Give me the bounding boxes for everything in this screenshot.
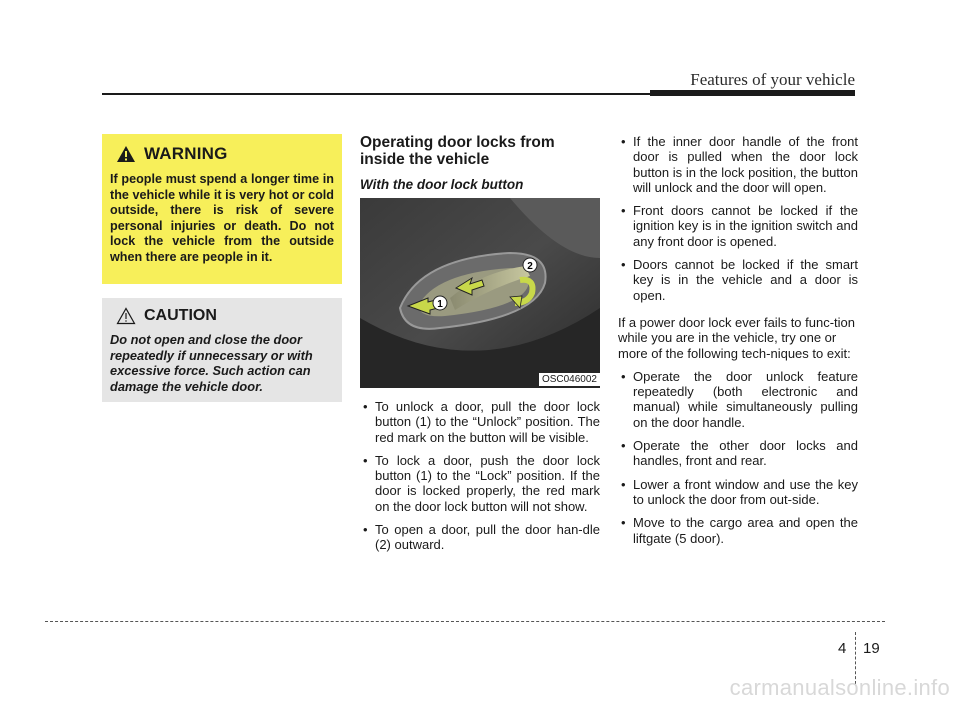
list-item: • Front doors cannot be locked if the ignition key is in the ignition switch and any front door is opened. bbox=[618, 203, 858, 249]
right-column bbox=[618, 134, 858, 554]
door-lock-photo bbox=[360, 198, 600, 388]
marker-1-label: 1 bbox=[437, 299, 443, 310]
caution-box bbox=[102, 298, 342, 402]
watermark: carmanualsonline.info bbox=[729, 675, 950, 700]
header-title: Features of your vehicle bbox=[690, 70, 855, 89]
list-item: • Doors cannot be locked if the smart key is in the vehicle and a door is open. bbox=[618, 257, 858, 303]
caution-text: Do not open and close the door repeatedly if unnecessary or with excessive force. Such action can damage the vehicle door. bbox=[110, 332, 313, 394]
list-item: • To unlock a door, pull the door lock button (1) to the “Unlock” position. The red mark on the button will be visible. bbox=[360, 399, 600, 445]
marker-2-label: 2 bbox=[527, 261, 533, 272]
warning-title: WARNING bbox=[144, 144, 228, 163]
caution-title: CAUTION bbox=[144, 307, 217, 324]
section-title: Operating door locks from inside the vehicle bbox=[360, 134, 555, 168]
header-rule-accent bbox=[650, 90, 855, 96]
list-item: • Operate the door unlock feature repeatedly (both electronic and manual) while simultaneously pulling on the door handle. bbox=[618, 369, 858, 430]
warning-text: If people must spend a longer time in the vehicle while it is very hot or cold outside, there is risk of severe personal injuries or death. Do not lock the vehicle from the outside when there are people in it. bbox=[110, 172, 334, 264]
photo-id-label: OSC046002 bbox=[539, 373, 600, 386]
list-item: • If the inner door handle of the front door is pulled when the door lock button is in the lock position, the button will unlock and the door will open. bbox=[618, 134, 858, 195]
warning-box bbox=[102, 134, 342, 284]
caution-triangle-icon bbox=[116, 307, 136, 325]
list-item: • Lower a front window and use the key to unlock the door from out-side. bbox=[618, 477, 858, 508]
exit-paragraph: If a power door lock ever fails to func-tion while you are in the vehicle, try one or more of the following tech-niques to exit: bbox=[618, 314, 856, 361]
section-column bbox=[360, 134, 600, 561]
right-bullets bbox=[618, 134, 858, 303]
list-item: • Operate the other door locks and handles, front and rear. bbox=[618, 438, 858, 469]
exit-bullets bbox=[618, 369, 858, 546]
section-bullets bbox=[360, 399, 600, 553]
chapter-number: 4 bbox=[838, 640, 847, 657]
section-subtitle: With the door lock button bbox=[360, 177, 524, 192]
warning-triangle-icon bbox=[116, 145, 136, 163]
page-number: 19 bbox=[863, 640, 880, 657]
list-item: • To lock a door, push the door lock button (1) to the “Lock” position. If the door is locked properly, the red mark on the door lock button will not show. bbox=[360, 453, 600, 514]
list-item: • To open a door, pull the door han-dle (2) outward. bbox=[360, 522, 600, 553]
list-item: • Move to the cargo area and open the liftgate (5 door). bbox=[618, 515, 858, 546]
footer-rule bbox=[45, 621, 885, 622]
